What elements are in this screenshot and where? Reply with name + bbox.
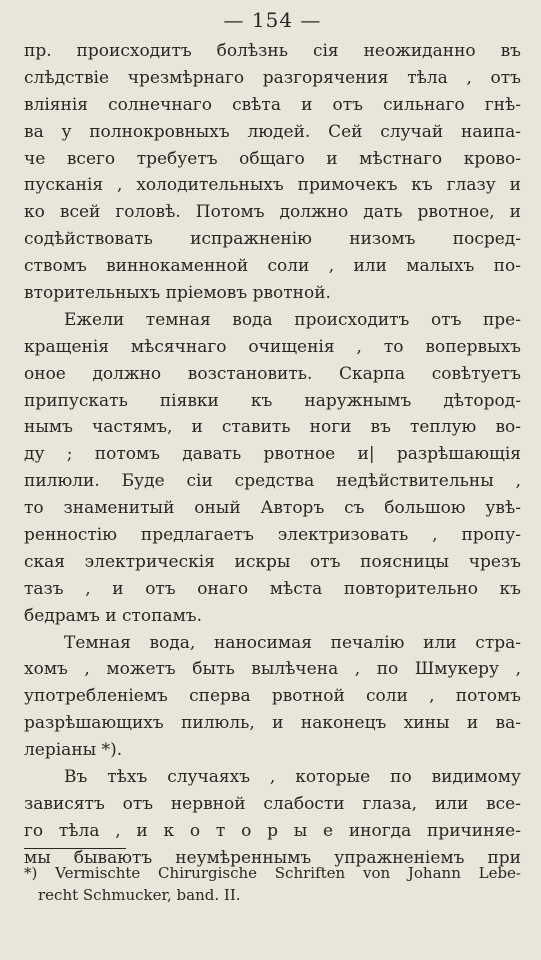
footnote-divider <box>24 848 126 849</box>
text-line: содѣйствовать испражненію низомъ посред- <box>24 229 521 250</box>
text-line: разрѣшающихъ пилюль, и наконецъ хины и ва- <box>24 713 521 734</box>
text-line: ская электрическія искры отъ поясницы чрезъ <box>24 551 521 572</box>
text-line: ду ; потомъ давать рвотное и| разрѣшающія <box>24 444 521 465</box>
footnote-line: *) Vermischte Chirurgische Schriften von Johann Lebe- <box>24 864 521 882</box>
page-number: — 154 — <box>223 8 322 32</box>
text-line: хомъ , можетъ быть вылѣчена , по Шмукеру , <box>24 659 521 680</box>
text-line: го тѣла , и к о т о р ы е иногда причиняе- <box>24 820 521 841</box>
footnote-line: recht Schmucker, band. II. <box>38 886 241 904</box>
text-line: вліянія солнечнаго свѣта и отъ сильнаго гнѣ- <box>24 94 521 115</box>
text-line: то знаменитый оный Авторъ съ большою увѣ- <box>24 498 521 519</box>
text-line: зависятъ отъ нервной слабости глаза, или все- <box>24 793 521 814</box>
text-line: ствомъ виннокаменной соли , или малыхъ по- <box>24 256 521 277</box>
text-line: вторительныхъ пріемовъ рвотной. <box>24 283 331 304</box>
text-line: припускать піявки къ наружнымъ дѣтород- <box>24 390 521 411</box>
paragraph-first-line: Ежели темная вода происходитъ отъ пре- <box>64 309 521 330</box>
text-line: кращенія мѣсячнаго очищенія , то вопервыхъ <box>24 336 521 357</box>
text-line: слѣдствіе чрезмѣрнаго разгорячения тѣла , отъ <box>24 67 521 88</box>
paragraph-first-line: Въ тѣхъ случаяхъ , которые по видимому <box>64 767 521 788</box>
text-line: леріаны *). <box>24 740 123 761</box>
text-line: ренностію предлагаетъ электризовать , пропу- <box>24 525 521 546</box>
footnote <box>24 862 521 906</box>
text-line: че всего требуетъ общаго и мѣстнаго крово- <box>24 148 521 169</box>
text-line: ко всей головѣ. Потомъ должно дать рвотное, и <box>24 202 521 223</box>
text-line: мы бываютъ неумѣреннымъ упражненіемъ при <box>24 847 521 868</box>
text-line: нымъ частямъ, и ставить ноги въ теплую во- <box>24 417 521 438</box>
text-line: пр. происходитъ болѣзнь сія неожиданно въ <box>24 41 521 61</box>
paragraph-first-line: Темная вода, наносимая печалію или стра- <box>64 632 521 653</box>
text-line: пилюли. Буде сіи средства недѣйствительны , <box>24 471 521 492</box>
text-line: тазъ , и отъ онаго мѣста повторительно къ <box>24 578 521 599</box>
body-text <box>24 38 521 872</box>
text-line: пусканія , холодительныхъ примочекъ къ глазу и <box>24 175 521 196</box>
text-line: оное должно возстановить. Скарпа совѣтуетъ <box>24 363 521 384</box>
text-line: ва у полнокровныхъ людей. Сей случай наипа- <box>24 121 521 142</box>
text-line: употребленіемъ сперва рвотной соли , потомъ <box>24 686 521 707</box>
text-line: бедрамъ и стопамъ. <box>24 605 203 626</box>
